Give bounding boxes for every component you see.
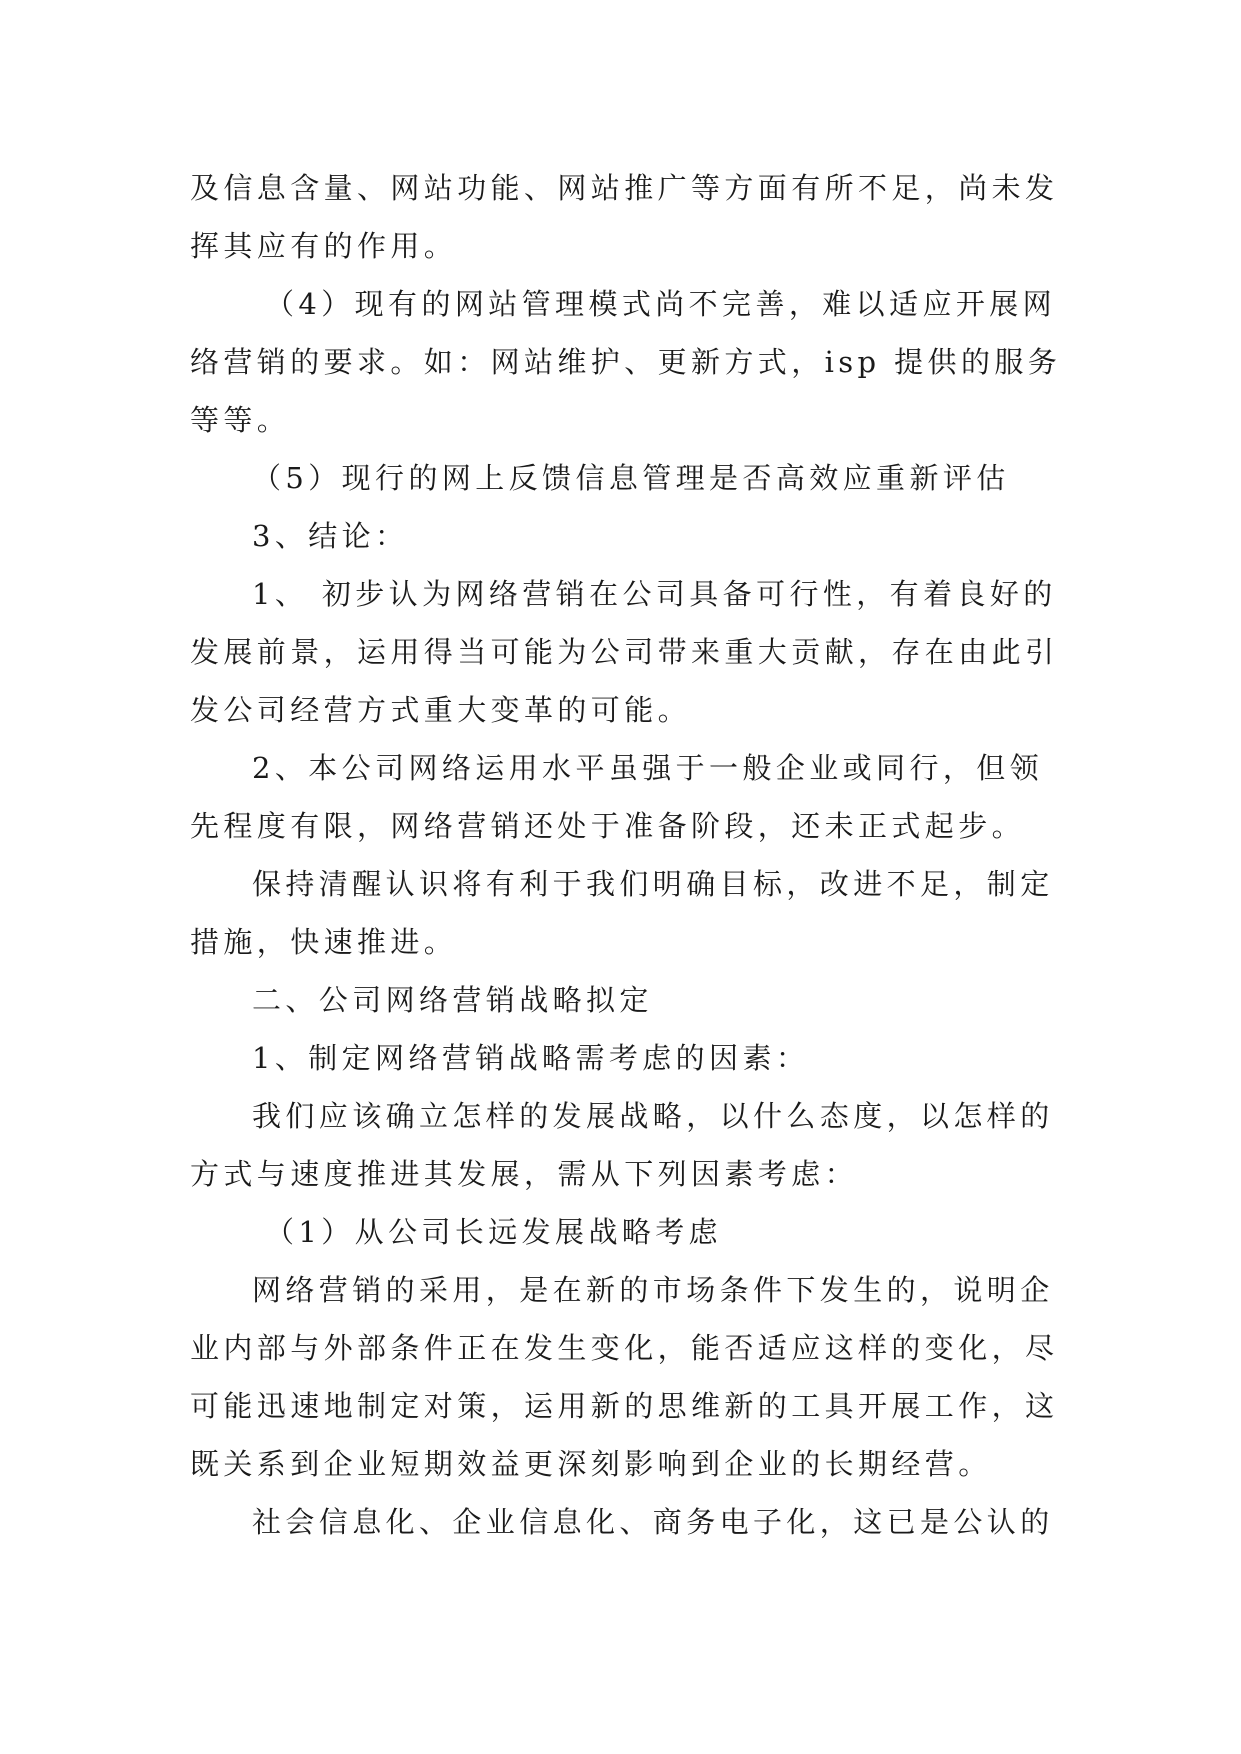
text-line: 等等。 bbox=[190, 403, 291, 437]
text-line: （5）现行的网上反馈信息管理是否高效应重新评估 bbox=[252, 461, 1010, 495]
text-line: 发展前景，运用得当可能为公司带来重大贡献，存在由此引 bbox=[190, 635, 1059, 669]
text-line: 及信息含量、网站功能、网站推广等方面有所不足，尚未发 bbox=[190, 171, 1059, 205]
document-body bbox=[190, 159, 1062, 1551]
text-line: 措施，快速推进。 bbox=[190, 925, 458, 959]
text-line: 我们应该确立怎样的发展战略，以什么态度，以怎样的 bbox=[252, 1099, 1054, 1133]
text-line: 二、公司网络营销战略拟定 bbox=[252, 983, 653, 1017]
text-line: 先程度有限，网络营销还处于准备阶段，还未正式起步。 bbox=[190, 809, 1026, 843]
text-line: 网络营销的采用，是在新的市场条件下发生的，说明企 bbox=[252, 1273, 1054, 1307]
text-line: 3、结论： bbox=[252, 519, 409, 553]
text-line: 发公司经营方式重大变革的可能。 bbox=[190, 693, 692, 727]
text-line: 1、制定网络营销战略需考虑的因素： bbox=[252, 1041, 810, 1075]
text-line: 2、本公司网络运用水平虽强于一般企业或同行，但领 bbox=[252, 751, 1044, 785]
text-line: 既关系到企业短期效益更深刻影响到企业的长期经营。 bbox=[190, 1447, 992, 1481]
text-line: 保持清醒认识将有利于我们明确目标，改进不足，制定 bbox=[252, 867, 1054, 901]
text-line: 挥其应有的作用。 bbox=[190, 229, 458, 263]
text-line: 业内部与外部条件正在发生变化，能否适应这样的变化，尽 bbox=[190, 1331, 1059, 1365]
text-line: 可能迅速地制定对策，运用新的思维新的工具开展工作，这 bbox=[190, 1389, 1059, 1423]
text-line: 络营销的要求。如：网站维护、更新方式，isp 提供的服务 bbox=[190, 345, 1062, 379]
text-line: （1）从公司长远发展战略考虑 bbox=[265, 1215, 723, 1249]
text-line: 方式与速度推进其发展，需从下列因素考虑： bbox=[190, 1157, 859, 1191]
text-line: 社会信息化、企业信息化、商务电子化，这已是公认的 bbox=[252, 1505, 1054, 1539]
text-line: （4）现有的网站管理模式尚不完善，难以适应开展网 bbox=[265, 287, 1057, 321]
text-line: 1、 初步认为网络营销在公司具备可行性，有着良好的 bbox=[252, 577, 1057, 611]
